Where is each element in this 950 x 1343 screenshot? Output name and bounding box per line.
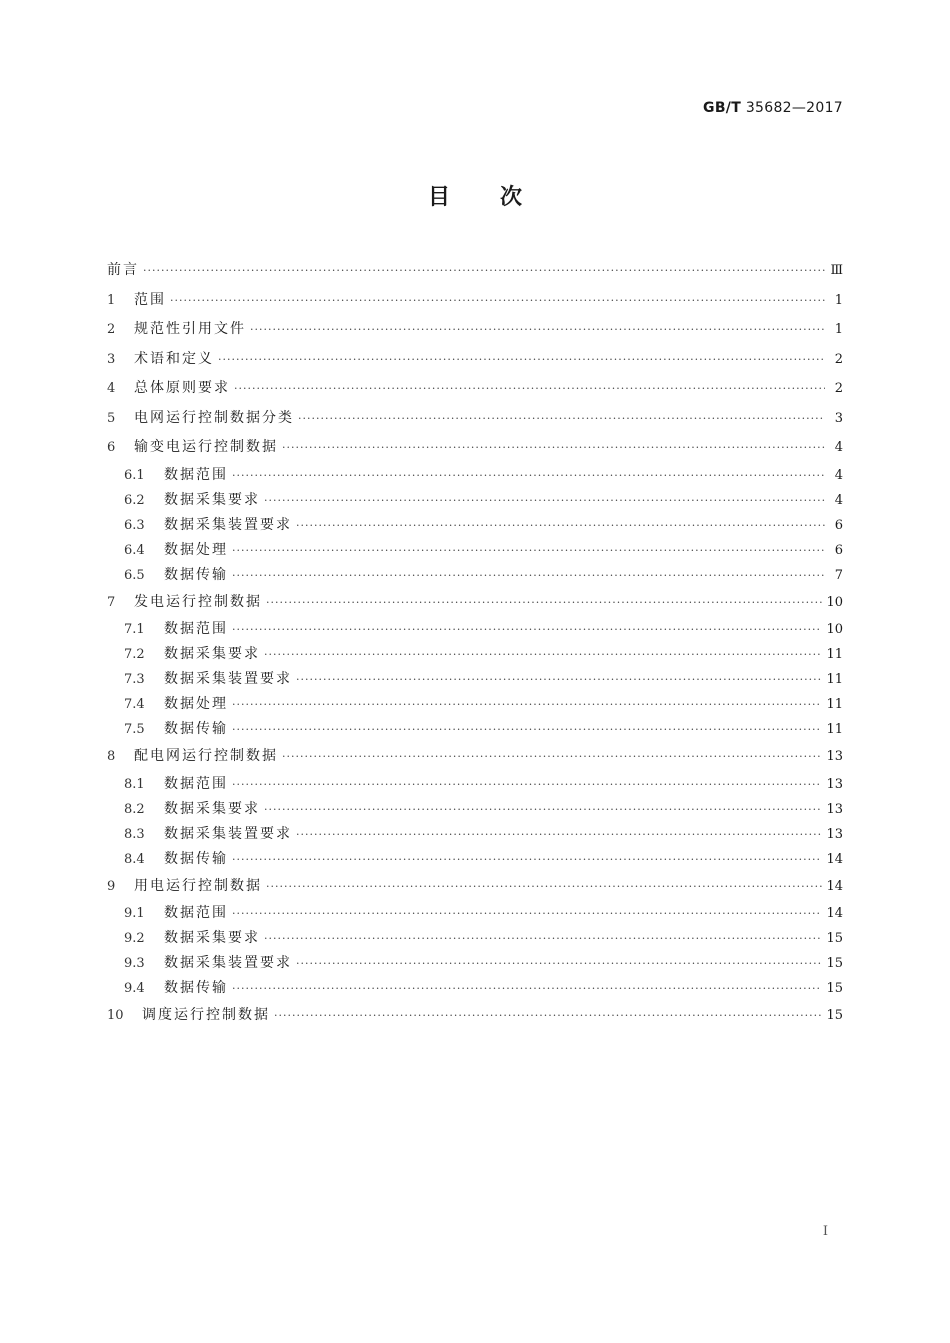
toc-entry-text: 数据范围 — [164, 905, 228, 921]
toc-entry-9-4[interactable] — [107, 976, 843, 1001]
toc-entry-9-3[interactable] — [107, 951, 843, 976]
toc-dot-leader — [232, 717, 822, 742]
toc-section-number: 6.3 — [124, 517, 145, 533]
toc-entry-text: 数据传输 — [164, 980, 228, 996]
toc-page-number: 15 — [826, 1008, 843, 1023]
toc-page-number: 11 — [826, 722, 843, 737]
toc-entry-2[interactable] — [107, 315, 843, 345]
toc-entry-6[interactable] — [107, 433, 843, 463]
toc-entry-text: 用电运行控制数据 — [134, 877, 262, 894]
toc-page-number: 11 — [826, 672, 843, 687]
toc-entry-9[interactable] — [107, 872, 843, 902]
toc-entry-7-5[interactable] — [107, 717, 843, 742]
toc-entry-text: 数据采集要求 — [164, 800, 260, 817]
toc-section-number: 6.1 — [124, 467, 145, 483]
toc-dot-leader — [282, 742, 822, 772]
toc-section-number: 10 — [107, 1008, 124, 1023]
toc-entry-6-3[interactable] — [107, 513, 843, 538]
toc-dot-leader — [274, 1001, 822, 1031]
toc-entry-text: 数据处理 — [164, 541, 228, 558]
toc-entry-8-4[interactable] — [107, 847, 843, 872]
toc-page-number: 14 — [826, 851, 843, 867]
toc-entry-text: 数据传输 — [164, 850, 228, 867]
toc-page-number: Ⅲ — [830, 263, 843, 278]
toc-dot-leader — [143, 256, 825, 286]
toc-dot-leader — [232, 901, 822, 926]
toc-entry-text: 数据采集装置要求 — [164, 671, 292, 687]
toc-entry-preface[interactable] — [107, 256, 843, 286]
toc-entry-8[interactable] — [107, 742, 843, 772]
toc-dot-leader — [296, 667, 822, 692]
toc-entry-text: 总体原则要求 — [134, 380, 230, 396]
toc-page-number: 10 — [826, 622, 843, 637]
toc-page-number: 2 — [834, 351, 843, 367]
toc-section-number: 8.3 — [124, 826, 145, 842]
toc-entry-6-5[interactable] — [107, 563, 843, 588]
toc-page-number: 10 — [826, 594, 843, 610]
toc-dot-leader — [264, 926, 822, 951]
toc-entry-text: 范围 — [134, 291, 166, 308]
toc-dot-leader — [232, 563, 825, 588]
toc-entry-4[interactable] — [107, 374, 843, 404]
toc-dot-leader — [264, 797, 822, 822]
toc-dot-leader — [232, 463, 825, 488]
toc-entry-text: 数据采集装置要求 — [164, 955, 292, 971]
toc-entry-text: 数据传输 — [164, 566, 228, 583]
page-title: 目次 — [427, 185, 572, 210]
toc-page-number: 6 — [834, 542, 843, 558]
toc-page-number: 14 — [826, 878, 843, 894]
toc-page-number: 13 — [826, 776, 843, 792]
toc-page-number: 1 — [834, 292, 843, 308]
toc-section-number: 8.1 — [124, 776, 145, 792]
toc-entry-text: 调度运行控制数据 — [142, 1007, 270, 1023]
toc-entry-text: 数据传输 — [164, 721, 228, 737]
toc-section-number: 9.4 — [124, 981, 145, 996]
toc-entry-text: 数据范围 — [164, 621, 228, 637]
toc-dot-leader — [232, 692, 822, 717]
page-number-footer: I — [822, 1224, 828, 1239]
toc-page-number: 1 — [834, 322, 843, 337]
toc-entry-5[interactable] — [107, 404, 843, 434]
toc-entry-9-1[interactable] — [107, 901, 843, 926]
toc-page-number: 4 — [834, 440, 843, 455]
toc-dot-leader — [170, 286, 825, 316]
toc-section-number: 8 — [107, 749, 116, 764]
toc-section-number: 7.2 — [124, 647, 145, 662]
toc-entry-8-1[interactable] — [107, 772, 843, 797]
toc-section-number: 7.1 — [124, 622, 145, 637]
toc-entry-text: 数据采集装置要求 — [164, 825, 292, 842]
toc-section-number: 3 — [107, 351, 116, 367]
toc-entry-1[interactable] — [107, 286, 843, 316]
toc-page-number: 14 — [826, 906, 843, 921]
table-of-contents — [107, 256, 843, 1031]
toc-page-number: 15 — [826, 956, 843, 971]
toc-dot-leader — [232, 772, 822, 797]
toc-entry-text: 发电运行控制数据 — [134, 593, 262, 610]
toc-section-number: 9.3 — [124, 956, 145, 971]
toc-dot-leader — [232, 976, 822, 1001]
toc-entry-3[interactable] — [107, 345, 843, 375]
toc-entry-text: 数据范围 — [164, 775, 228, 792]
standard-prefix: GB/T — [703, 100, 742, 116]
toc-entry-text: 数据采集要求 — [164, 930, 260, 946]
toc-dot-leader — [250, 315, 825, 345]
toc-section-number: 8.2 — [124, 801, 145, 817]
toc-page-number: 4 — [834, 467, 843, 483]
toc-page-number: 15 — [826, 981, 843, 996]
toc-dot-leader — [218, 345, 825, 375]
toc-entry-text: 数据采集要求 — [164, 646, 260, 662]
toc-entry-6-1[interactable] — [107, 463, 843, 488]
toc-page-number: 6 — [834, 517, 843, 533]
toc-section-number: 6 — [107, 440, 116, 455]
toc-section-number: 6.4 — [124, 542, 145, 558]
toc-section-number: 1 — [107, 292, 116, 308]
toc-page-number: 2 — [834, 381, 843, 396]
toc-dot-leader — [232, 538, 825, 563]
toc-page-number: 11 — [826, 647, 843, 662]
toc-entry-9-2[interactable] — [107, 926, 843, 951]
toc-dot-leader — [264, 642, 822, 667]
toc-dot-leader — [234, 374, 825, 404]
toc-dot-leader — [282, 433, 825, 463]
toc-page-number: 4 — [834, 492, 843, 508]
toc-dot-leader — [266, 872, 822, 902]
toc-entry-text: 配电网运行控制数据 — [134, 748, 278, 764]
standard-code — [703, 100, 843, 116]
toc-section-number: 8.4 — [124, 851, 145, 867]
toc-entry-7-3[interactable] — [107, 667, 843, 692]
toc-section-number: 7.5 — [124, 722, 145, 737]
toc-dot-leader — [232, 847, 822, 872]
toc-page-number: 13 — [826, 826, 843, 842]
toc-section-number: 9 — [107, 878, 116, 894]
toc-section-number: 4 — [107, 381, 116, 396]
toc-entry-text: 规范性引用文件 — [134, 321, 246, 337]
toc-entry-7-4[interactable] — [107, 692, 843, 717]
toc-entry-text: 数据采集装置要求 — [164, 516, 292, 533]
toc-page-number: 15 — [826, 931, 843, 946]
toc-entry-text: 电网运行控制数据分类 — [134, 409, 294, 426]
toc-dot-leader — [296, 513, 825, 538]
toc-entry-7-2[interactable] — [107, 642, 843, 667]
toc-section-number: 7 — [107, 594, 116, 610]
toc-entry-text: 输变电运行控制数据 — [134, 439, 278, 455]
toc-page-number: 11 — [826, 697, 843, 712]
standard-number: 35682—2017 — [745, 100, 843, 116]
toc-dot-leader — [232, 617, 822, 642]
toc-dot-leader — [296, 822, 822, 847]
toc-page-number: 7 — [834, 567, 843, 583]
toc-entry-8-3[interactable] — [107, 822, 843, 847]
toc-entry-7[interactable] — [107, 588, 843, 618]
toc-entry-10[interactable] — [107, 1001, 843, 1031]
toc-entry-text: 数据采集要求 — [164, 491, 260, 508]
toc-entry-text: 数据范围 — [164, 466, 228, 483]
toc-entry-7-1[interactable] — [107, 617, 843, 642]
toc-page-number: 13 — [826, 749, 843, 764]
toc-section-number: 5 — [107, 410, 116, 426]
toc-section-number: 9.2 — [124, 931, 145, 946]
toc-section-number: 2 — [107, 322, 116, 337]
toc-dot-leader — [298, 404, 825, 434]
toc-entry-8-2[interactable] — [107, 797, 843, 822]
toc-entry-text: 数据处理 — [164, 696, 228, 712]
toc-entry-text: 术语和定义 — [134, 350, 214, 367]
toc-entry-6-4[interactable] — [107, 538, 843, 563]
toc-entry-6-2[interactable] — [107, 488, 843, 513]
toc-section-number: 7.4 — [124, 697, 145, 712]
toc-dot-leader — [264, 488, 825, 513]
toc-page-number: 3 — [834, 410, 843, 426]
toc-page-number: 13 — [826, 801, 843, 817]
toc-section-number: 9.1 — [124, 906, 145, 921]
toc-section-number: 6.5 — [124, 567, 145, 583]
toc-section-number: 6.2 — [124, 492, 145, 508]
toc-entry-text: 前言 — [107, 262, 139, 278]
toc-dot-leader — [296, 951, 822, 976]
toc-section-number: 7.3 — [124, 672, 145, 687]
toc-dot-leader — [266, 588, 822, 618]
